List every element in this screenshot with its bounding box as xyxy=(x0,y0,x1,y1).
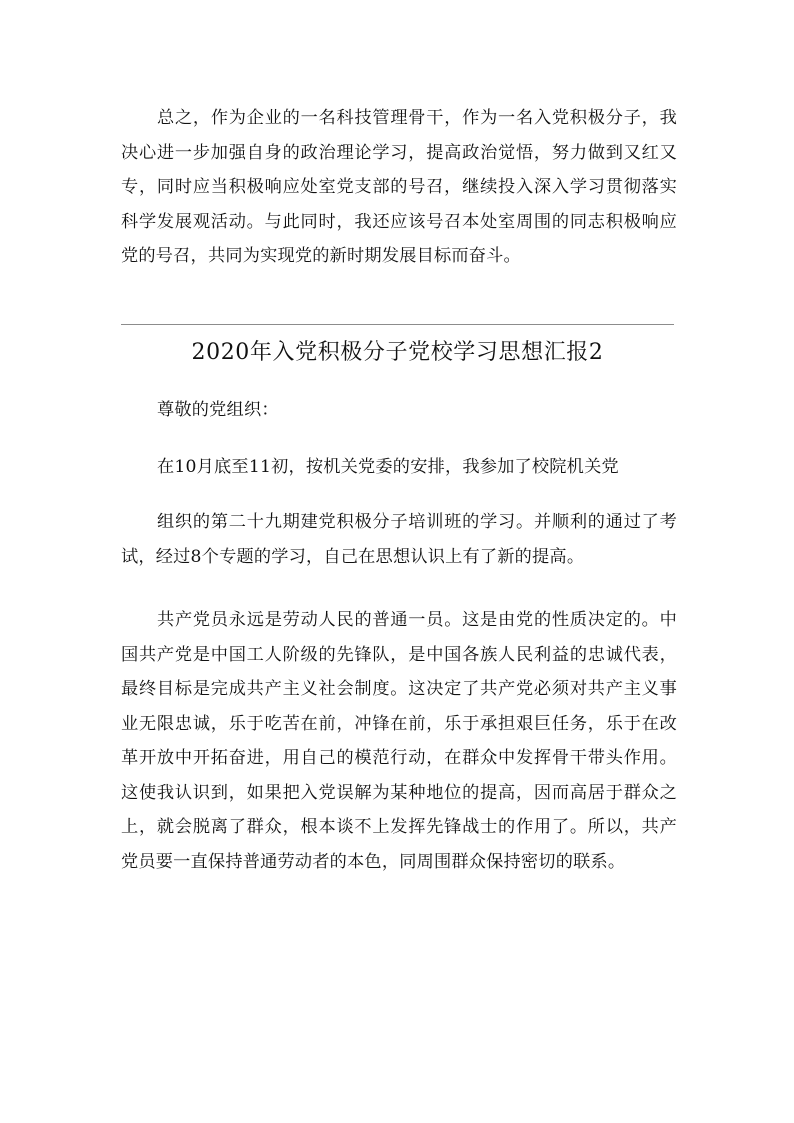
paragraph-1: 在10月底至11初，按机关党委的安排，我参加了校院机关党 xyxy=(157,457,619,477)
section-title: 2020年入党积极分子党校学习思想汇报2 xyxy=(191,340,604,365)
paragraph-1-block xyxy=(121,450,677,485)
salutation-block xyxy=(121,393,677,428)
closing-section xyxy=(121,101,677,274)
paragraph-2: 组织的第二十九期建党积极分子培训班的学习。并顺利的通过了考试，经过8个专题的学习，自己在思想认识上有了新的提高。 xyxy=(121,512,677,567)
section-divider xyxy=(121,324,674,325)
closing-paragraph: 总之，作为企业的一名科技管理骨干，作为一名入党积极分子，我决心进一步加强自身的政治理论学习，提高政治觉悟，努力做到又红又专，同时应当积极响应处室党支部的号召，继续投入深入学习贯彻落实科学发展观活动。与此同时，我还应该号召本处室周围的同志积极响应党的号召，共同为实现党的新时期发展目标而奋斗。 xyxy=(121,108,677,266)
paragraph-3-block xyxy=(121,603,677,879)
salutation: 尊敬的党组织： xyxy=(157,400,279,420)
paragraph-3: 共产党员永远是劳动人民的普通一员。这是由党的性质决定的。中国共产党是中国工人阶级的先锋队，是中国各族人民利益的忠诚代表，最终目标是完成共产主义社会制度。这决定了共产党必须对共产主义事业无限忠诚，乐于吃苦在前，冲锋在前，乐于承担艰巨任务，乐于在改革开放中开拓奋进，用自己的模范行动，在群众中发挥骨干带头作用。这使我认识到，如果把入党误解为某种地位的提高，因而高居于群众之上，就会脱离了群众，根本谈不上发挥先锋战士的作用了。所以，共产党员要一直保持普通劳动者的本色，同周围群众保持密切的联系。 xyxy=(121,610,677,872)
paragraph-2-block xyxy=(121,505,677,574)
